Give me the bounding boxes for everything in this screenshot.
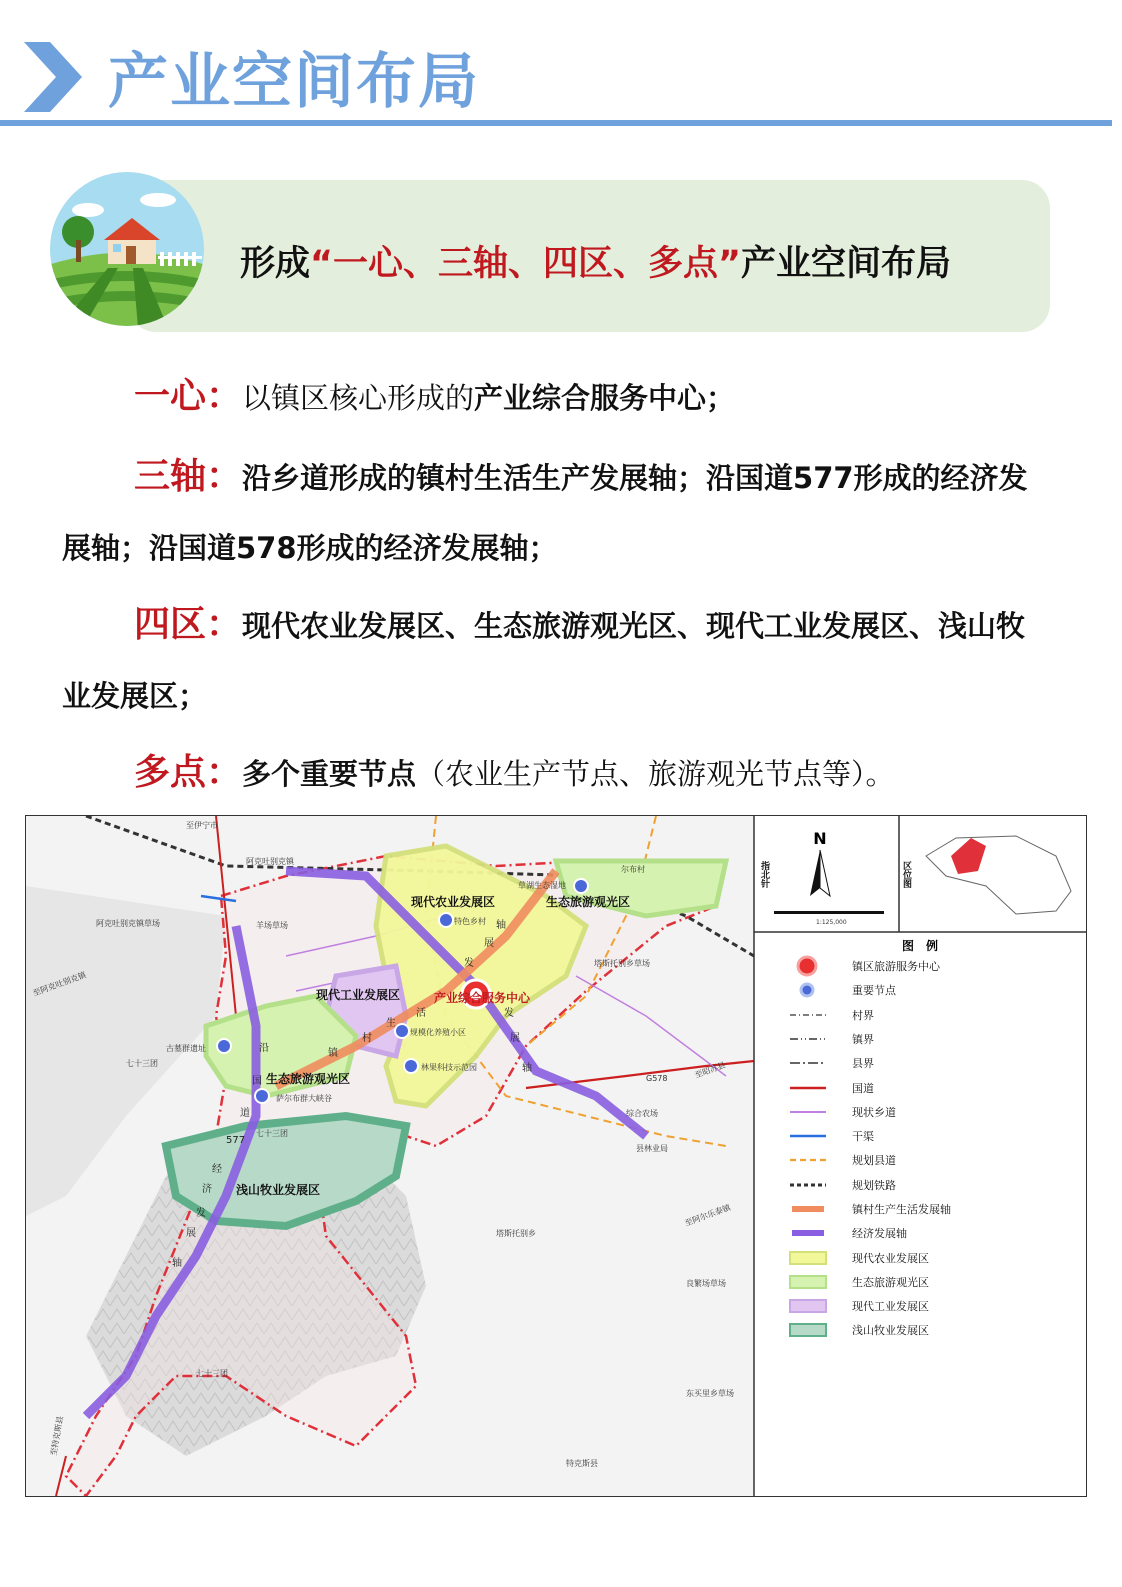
svg-text:规模化养殖小区: 规模化养殖小区 (410, 1028, 466, 1037)
svg-text:镇村生产生活发展轴: 镇村生产生活发展轴 (852, 1203, 951, 1216)
svg-text:轴: 轴 (496, 920, 506, 931)
svg-text:特克斯县: 特克斯县 (566, 1459, 598, 1468)
svg-text:村界: 村界 (852, 1009, 874, 1022)
chevron-right-icon (24, 42, 84, 112)
svg-text:G578: G578 (646, 1074, 668, 1083)
svg-text:至特克斯县: 至特克斯县 (49, 1415, 65, 1457)
zone-label-pasture: 浅山牧业发展区 (236, 1183, 321, 1197)
svg-text:1:125,000: 1:125,000 (816, 919, 847, 926)
svg-text:现代农业发展区: 现代农业发展区 (852, 1252, 929, 1265)
svg-text:N: N (813, 829, 827, 848)
svg-text:现代工业发展区: 现代工业发展区 (852, 1300, 929, 1313)
svg-text:展: 展 (484, 938, 494, 949)
svg-text:道: 道 (240, 1108, 250, 1119)
legend-symbols (790, 957, 826, 1336)
title-divider (0, 120, 1112, 126)
item-duodian: 多点：多个重要节点（农业生产节点、旅游观光节点等）。 (134, 752, 895, 793)
svg-text:国道: 国道 (852, 1082, 874, 1095)
banner-title: 形成“一心、三轴、四区、多点”产业空间布局 (240, 244, 952, 284)
item-label: 一心： (134, 376, 243, 417)
svg-text:村: 村 (362, 1033, 372, 1044)
svg-text:区位图: 区位图 (901, 861, 911, 888)
svg-text:展: 展 (186, 1228, 196, 1239)
svg-text:塔斯托别乡: 塔斯托别乡 (496, 1229, 536, 1238)
svg-text:七十三团: 七十三团 (256, 1129, 288, 1138)
svg-text:展: 展 (510, 1033, 520, 1044)
north-arrow-icon (810, 829, 830, 896)
svg-text:轴: 轴 (522, 1063, 532, 1074)
svg-text:轴: 轴 (172, 1258, 182, 1269)
farm-illustration-icon (48, 170, 206, 328)
item-siqu: 四区：现代农业发展区、生态旅游观光区、现代工业发展区、浅山牧业发展区； (62, 604, 1026, 713)
legend-labels (852, 959, 951, 1337)
item-yixin: 一心：以镇区核心形成的产业综合服务中心； (134, 376, 736, 417)
zone-label-agri: 现代农业发展区 (411, 895, 496, 909)
svg-text:塔斯托别乡草场: 塔斯托别乡草场 (594, 959, 650, 968)
svg-text:镇: 镇 (328, 1048, 338, 1059)
svg-text:至阿克吐别克镇: 至阿克吐别克镇 (31, 970, 88, 998)
item-sanzhou: 三轴：沿乡道形成的镇村生活生产发展轴；沿国道577形成的经济发展轴；沿国道578形成的经济发展轴； (62, 456, 1028, 565)
svg-text:羊场草场: 羊场草场 (256, 921, 288, 930)
svg-text:规划县道: 规划县道 (852, 1154, 896, 1167)
svg-text:国: 国 (252, 1076, 262, 1087)
svg-text:七十三团: 七十三团 (196, 1369, 228, 1378)
svg-text:尔布村: 尔布村 (621, 865, 645, 874)
svg-text:发: 发 (504, 1008, 514, 1019)
svg-text:良繁场草场: 良繁场草场 (686, 1279, 726, 1288)
svg-text:浅山牧业发展区: 浅山牧业发展区 (852, 1324, 929, 1337)
svg-text:阿克吐别克镇草场: 阿克吐别克镇草场 (96, 919, 160, 928)
zone-label-eco-north: 生态旅游观光区 (546, 895, 631, 909)
svg-text:林果科技示范园: 林果科技示范园 (421, 1063, 477, 1072)
svg-text:至昭苏县: 至昭苏县 (693, 1060, 727, 1080)
svg-text:577: 577 (226, 1135, 246, 1146)
page-header (0, 0, 1122, 130)
svg-text:重要节点: 重要节点 (852, 984, 896, 997)
svg-text:镇界: 镇界 (852, 1033, 874, 1046)
page-title: 产业空间布局 (108, 47, 480, 117)
svg-text:经: 经 (212, 1164, 222, 1175)
industrial-layout-map (25, 815, 1087, 1497)
svg-text:古墓群遗址: 古墓群遗址 (166, 1044, 206, 1053)
item-label: 三轴： (134, 456, 243, 497)
item-label: 多点： (134, 752, 243, 793)
svg-text:图 例: 图 例 (901, 939, 939, 953)
item-label: 四区： (134, 604, 243, 645)
svg-text:萨尔布群大峡谷: 萨尔布群大峡谷 (276, 1094, 332, 1103)
svg-text:活: 活 (416, 1008, 426, 1019)
svg-text:镇区旅游服务中心: 镇区旅游服务中心 (852, 960, 940, 973)
svg-text:发: 发 (464, 958, 474, 969)
svg-text:济: 济 (202, 1184, 212, 1195)
svg-text:生态旅游观光区: 生态旅游观光区 (852, 1276, 929, 1289)
svg-text:综合农场: 综合农场 (626, 1109, 658, 1118)
svg-text:指北针: 指北针 (759, 861, 769, 888)
svg-text:至阿尔乐泰镇: 至阿尔乐泰镇 (683, 1203, 732, 1228)
zone-label-eco-west: 生态旅游观光区 (266, 1072, 351, 1086)
center-label: 产业综合服务中心 (434, 991, 531, 1005)
svg-text:干渠: 干渠 (852, 1130, 874, 1143)
svg-text:沿: 沿 (259, 1043, 269, 1054)
zone-label-industry: 现代工业发展区 (316, 988, 401, 1002)
svg-text:县林业局: 县林业局 (636, 1144, 668, 1153)
svg-text:东买里乡草场: 东买里乡草场 (686, 1389, 734, 1398)
svg-text:现状乡道: 现状乡道 (852, 1106, 896, 1119)
svg-text:发: 发 (196, 1208, 206, 1219)
map-canvas (26, 816, 1086, 1496)
svg-text:七十三团: 七十三团 (126, 1059, 158, 1068)
svg-text:规划铁路: 规划铁路 (852, 1179, 896, 1192)
svg-text:特色乡村: 特色乡村 (454, 917, 486, 926)
svg-text:县界: 县界 (852, 1057, 874, 1070)
svg-text:生: 生 (386, 1018, 396, 1029)
svg-text:草湖生态湿地: 草湖生态湿地 (518, 881, 566, 890)
svg-text:经济发展轴: 经济发展轴 (852, 1227, 907, 1240)
svg-text:至伊宁市: 至伊宁市 (186, 821, 218, 830)
location-inset (926, 836, 1071, 914)
svg-text:阿克吐别克镇: 阿克吐别克镇 (246, 857, 294, 866)
